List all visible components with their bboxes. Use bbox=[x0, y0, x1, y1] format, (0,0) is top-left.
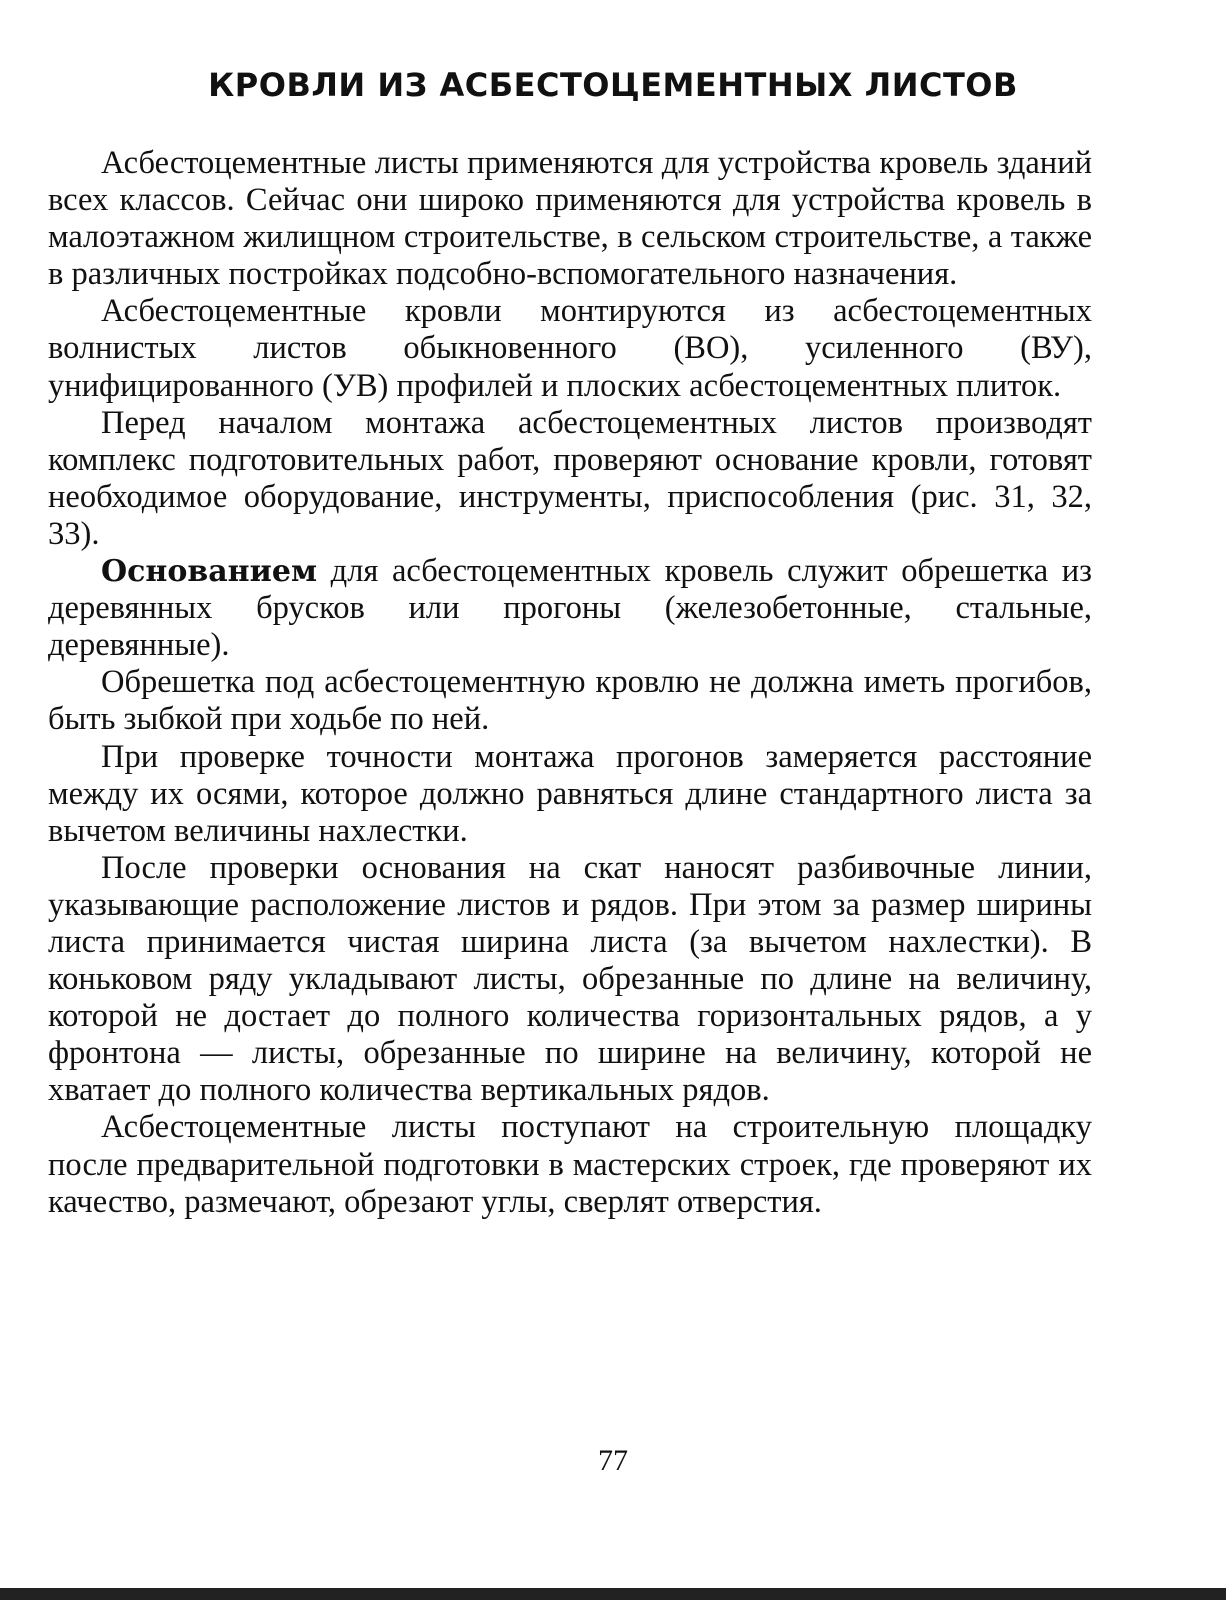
paragraph bbox=[48, 739, 1092, 850]
paragraph-text: Асбестоцементные листы поступают на строительную площадку после предварительной подготовки в мастерских строек, где проверяют их качество, размечают, обрезают углы, сверлят отверстия. bbox=[48, 1109, 1092, 1220]
paragraph-text: Перед началом монтажа асбестоцементных листов производят комплекс подготовительных работ, проверяют основание кровли, готовят необходимое оборудование, инструменты, приспособления (рис. 31, 32, 33). bbox=[48, 404, 1092, 552]
body-text bbox=[48, 145, 1092, 1221]
page-number: 77 bbox=[598, 1444, 628, 1477]
paragraph-text: Асбестоцементные кровли монтируются из асбестоцементных волнистых листов обыкновенного (ВО), усиленного (ВУ), унифицированного (УВ) профилей и плоских асбестоцементных плиток. bbox=[48, 293, 1092, 404]
paragraph bbox=[48, 293, 1092, 404]
paragraph bbox=[48, 553, 1092, 664]
paragraph-text: При проверке точности монтажа прогонов замеряется расстояние между их осями, которое должно равняться длине стандартного листа за вычетом величины нахлестки. bbox=[48, 738, 1092, 849]
paragraph-text: Обрешетка под асбестоцементную кровлю не должна иметь прогибов, быть зыбкой при ходьбе по ней. bbox=[48, 664, 1092, 738]
paragraph bbox=[48, 850, 1092, 1110]
bold-lead-term: Основанием bbox=[101, 554, 318, 590]
scan-edge bbox=[0, 1588, 1226, 1600]
paragraph-text: Асбестоцементные листы применяются для устройства кровель зданий всех классов. Сейчас они широко применяются для устройства кровель в малоэтажном жилищном строительстве, в сельском строительстве, а также в различных постройках подсобно-вспомогательного назначения. bbox=[48, 145, 1092, 293]
paragraph-text: После проверки основания на скат наносят разбивочные линии, указывающие расположение листов и рядов. При этом за размер ширины листа принимается чистая ширина листа (за вычетом нахлестки). В коньковом ряду укладывают листы, обрезанные по длине на величину, которой не достает до полного количества горизонтальных рядов, а у фронтона — листы, обрезанные по ширине на величину, которой не хватает до полного количества вертикальных рядов. bbox=[48, 849, 1092, 1109]
paragraph bbox=[48, 1109, 1092, 1220]
paragraph bbox=[48, 664, 1092, 738]
paragraph bbox=[48, 145, 1092, 293]
paragraph bbox=[48, 405, 1092, 553]
paragraph-text: для асбестоцементных кровель служит обрешетка из деревянных брусков или прогоны (железобетонные, стальные, деревянные). bbox=[48, 553, 1092, 664]
section-heading: КРОВЛИ ИЗ АСБЕСТОЦЕМЕНТНЫХ ЛИСТОВ bbox=[208, 66, 1018, 104]
